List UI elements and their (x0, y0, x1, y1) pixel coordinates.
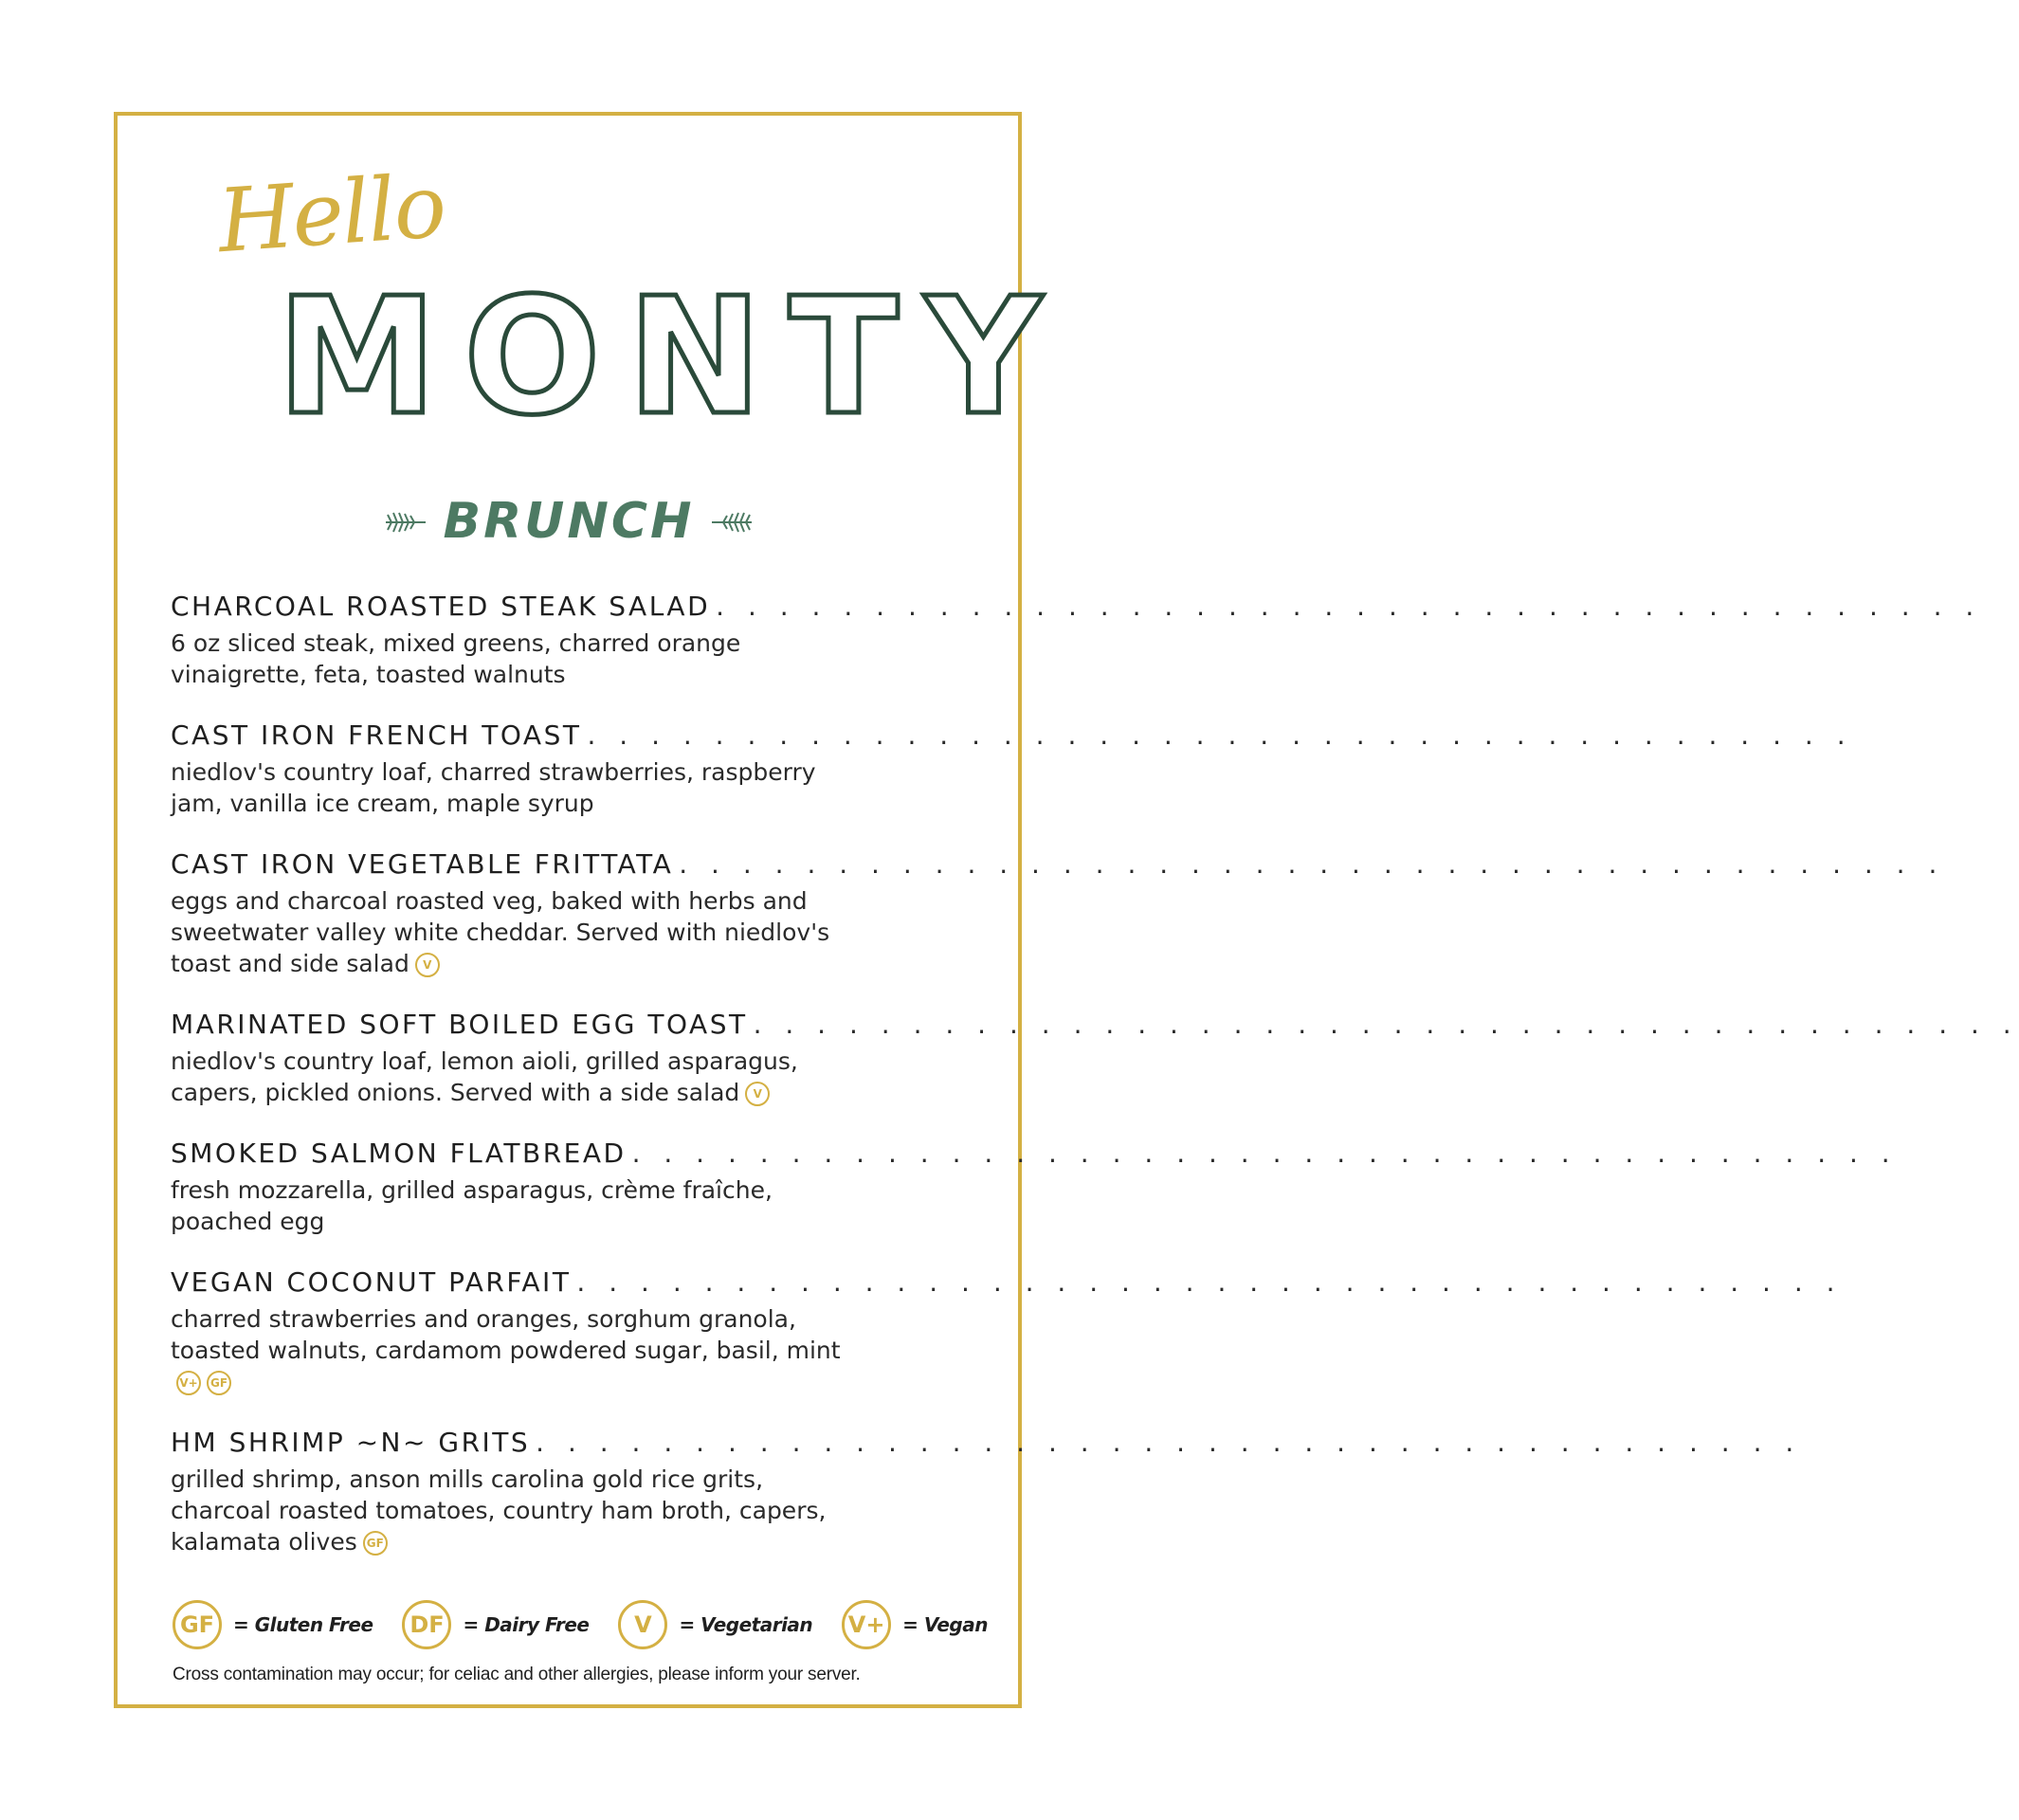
menu-item (171, 1264, 1843, 1397)
menu-item (171, 588, 1982, 690)
legend-badge-icon: V (618, 1600, 667, 1649)
legend-label: = Gluten Free (233, 1613, 373, 1636)
dietary-badge-icon: V (415, 953, 440, 977)
menu-item-name: SMOKED SALMON FLATBREAD (171, 1138, 627, 1169)
menu-item (171, 1006, 2019, 1108)
leader-dots: . . . . . . . . . . . . . . . . . . . . . . . . . . . . . . . . . . . . . . . . (631, 1138, 1898, 1169)
menu-item-description-text: fresh mozzarella, grilled asparagus, crème fraîche, poached egg (171, 1176, 773, 1235)
hello-script: Hello (214, 155, 448, 273)
menu-item-description (171, 756, 853, 819)
dietary-badge-icon: GF (207, 1371, 231, 1395)
menu-item-name: CAST IRON VEGETABLE FRITTATA (171, 848, 674, 880)
legend-badge-icon: DF (402, 1600, 451, 1649)
menu-item-description (171, 1174, 853, 1237)
menu-item-name: VEGAN COCONUT PARFAIT (171, 1266, 572, 1298)
legend-item (402, 1600, 589, 1649)
dietary-badge-icon: V (745, 1082, 770, 1106)
menu-item-name: CAST IRON FRENCH TOAST (171, 719, 582, 751)
menu-item (171, 846, 1945, 979)
section-title: BRUNCH (443, 493, 695, 550)
menu-item-header (171, 588, 1982, 626)
menu-item-description-text: 6 oz sliced steak, mixed greens, charred orange vinaigrette, feta, toasted walnuts (171, 629, 741, 688)
sprig-left-icon (384, 507, 429, 536)
menu-item-description (171, 1303, 853, 1397)
menu-item (171, 717, 1853, 819)
leader-dots: . . . . . . . . . . . . . . . . . . . . . . . . . . . . . . . . . . . . . . . . (536, 1427, 1802, 1458)
menu-item-header (171, 717, 1853, 755)
dietary-badge-icon: V+ (176, 1371, 201, 1395)
section-heading (0, 493, 1137, 550)
dietary-badge-icon: GF (363, 1531, 388, 1556)
menu-item-name: HM SHRIMP ~N~ GRITS (171, 1427, 531, 1458)
menu-item (171, 1135, 1898, 1237)
menu-list (171, 588, 2019, 1584)
legend-label: = Vegetarian (679, 1613, 813, 1636)
menu-item-description (171, 885, 853, 979)
menu-item-description-text: grilled shrimp, anson mills carolina gold rice grits, charcoal roasted tomatoes, country ham broth, capers, kalamata olives (171, 1465, 827, 1556)
legend-item (842, 1600, 988, 1649)
menu-item-header (171, 1264, 1843, 1301)
legend-badge-icon: V+ (842, 1600, 891, 1649)
menu-item-description (171, 1464, 853, 1557)
legend-item (618, 1600, 812, 1649)
menu-item-description-text: charred strawberries and oranges, sorghum granola, toasted walnuts, cardamom powdered sugar, basil, mint (171, 1305, 841, 1364)
menu-item-name: CHARCOAL ROASTED STEAK SALAD (171, 591, 711, 622)
brand-title: MONTY (277, 264, 1069, 451)
legend-label: = Dairy Free (463, 1613, 590, 1636)
leader-dots: . . . . . . . . . . . . . . . . . . . . . . . . . . . . . . . . . . . . . . . . (587, 719, 1853, 751)
menu-item-name: MARINATED SOFT BOILED EGG TOAST (171, 1009, 748, 1040)
leader-dots: . . . . . . . . . . . . . . . . . . . . . . . . . . . . . . . . . . . . . . . . (753, 1009, 2019, 1040)
leader-dots: . . . . . . . . . . . . . . . . . . . . . . . . . . . . . . . . . . . . . . . . (716, 591, 1982, 622)
menu-item-header (171, 1135, 1898, 1173)
leader-dots: . . . . . . . . . . . . . . . . . . . . . . . . . . . . . . . . . . . . . . . . (576, 1266, 1843, 1298)
leader-dots: . . . . . . . . . . . . . . . . . . . . . . . . . . . . . . . . . . . . . . . . (679, 848, 1945, 880)
menu-item-header (171, 1006, 2019, 1044)
allergy-disclaimer: Cross contamination may occur; for celiac and other allergies, please inform your server. (173, 1665, 861, 1684)
menu-item-description (171, 628, 853, 690)
menu-item-description-text: eggs and charcoal roasted veg, baked with herbs and sweetwater valley white cheddar. Served with niedlov's toast and side salad (171, 887, 830, 977)
legend-label: = Vegan (902, 1613, 988, 1636)
dietary-legend (173, 1600, 988, 1649)
menu-item-description (171, 1046, 853, 1108)
menu-item-description-text: niedlov's country loaf, lemon aioli, grilled asparagus, capers, pickled onions. Served with a side salad (171, 1047, 798, 1106)
menu-item (171, 1424, 1802, 1557)
menu-item-header (171, 1424, 1802, 1462)
menu-item-description-text: niedlov's country loaf, charred strawberries, raspberry jam, vanilla ice cream, maple syrup (171, 758, 816, 817)
legend-badge-icon: GF (173, 1600, 222, 1649)
sprig-right-icon (708, 507, 754, 536)
legend-item (173, 1600, 373, 1649)
menu-item-header (171, 846, 1945, 883)
